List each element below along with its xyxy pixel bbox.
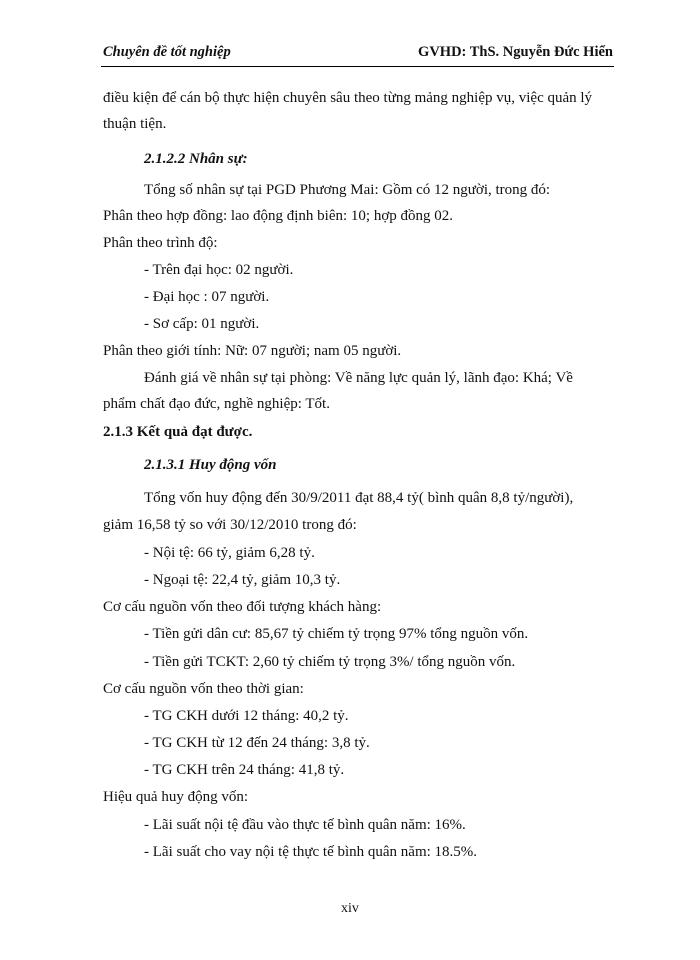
paragraph-line: Hiệu quả huy động vốn:: [103, 789, 248, 805]
paragraph-line: Phân theo trình độ:: [103, 235, 218, 251]
list-item: - Ngoại tệ: 22,4 tỷ, giảm 10,3 tỷ.: [144, 572, 341, 588]
paragraph-line: giảm 16,58 tỷ so với 30/12/2010 trong đó:: [103, 517, 357, 533]
list-item: - Tiền gửi dân cư: 85,67 tỷ chiếm tỷ trọng 97% tổng nguồn vốn.: [144, 626, 529, 642]
paragraph-line: Cơ cấu nguồn vốn theo thời gian:: [103, 681, 304, 697]
section-heading-results: 2.1.3 Kết quả đạt được.: [103, 424, 253, 440]
section-heading-capital: 2.1.3.1 Huy động vốn: [144, 457, 277, 473]
list-item: - TG CKH dưới 12 tháng: 40,2 tỷ.: [144, 708, 349, 724]
paragraph-line: phẩm chất đạo đức, nghề nghiệp: Tốt.: [103, 396, 330, 412]
paragraph-line: Đánh giá về nhân sự tại phòng: Về năng lực quản lý, lãnh đạo: Khá; Về: [144, 370, 573, 386]
list-item: - Tiền gửi TCKT: 2,60 tỷ chiếm tỷ trọng 3%/ tổng nguồn vốn.: [144, 654, 516, 670]
list-item: - TG CKH trên 24 tháng: 41,8 tỷ.: [144, 762, 345, 778]
page-number: xiv: [341, 901, 359, 916]
paragraph-line: Phân theo hợp đồng: lao động định biên: 10; hợp đồng 02.: [103, 208, 454, 224]
section-heading-personnel: 2.1.2.2 Nhân sự:: [144, 151, 248, 167]
list-item: - Sơ cấp: 01 người.: [144, 316, 260, 332]
paragraph-line: Tổng số nhân sự tại PGD Phương Mai: Gồm có 12 người, trong đó:: [144, 182, 551, 198]
paragraph-line: Tổng vốn huy động đến 30/9/2011 đạt 88,4 tỷ( bình quân 8,8 tỷ/người),: [144, 490, 574, 506]
paragraph-line: Phân theo giới tính: Nữ: 07 người; nam 05 người.: [103, 343, 402, 359]
header-title: Chuyên đề tốt nghiệp: [103, 44, 231, 60]
paragraph-line: điều kiện để cán bộ thực hiện chuyên sâu theo từng mảng nghiệp vụ, việc quản lý: [103, 90, 593, 106]
list-item: - Trên đại học: 02 người.: [144, 262, 294, 278]
list-item: - Nội tệ: 66 tỷ, giảm 6,28 tỷ.: [144, 545, 315, 561]
header-supervisor: GVHD: ThS. Nguyễn Đức Hiển: [418, 44, 613, 60]
list-item: - Lãi suất nội tệ đầu vào thực tế bình quân năm: 16%.: [144, 817, 466, 833]
list-item: - TG CKH từ 12 đến 24 tháng: 3,8 tỷ.: [144, 735, 370, 751]
paragraph-line: Cơ cấu nguồn vốn theo đối tượng khách hàng:: [103, 599, 382, 615]
list-item: - Đại học : 07 người.: [144, 289, 270, 305]
list-item: - Lãi suất cho vay nội tệ thực tế bình quân năm: 18.5%.: [144, 844, 478, 860]
paragraph-line: thuận tiện.: [103, 116, 167, 132]
header-divider: [101, 66, 614, 67]
